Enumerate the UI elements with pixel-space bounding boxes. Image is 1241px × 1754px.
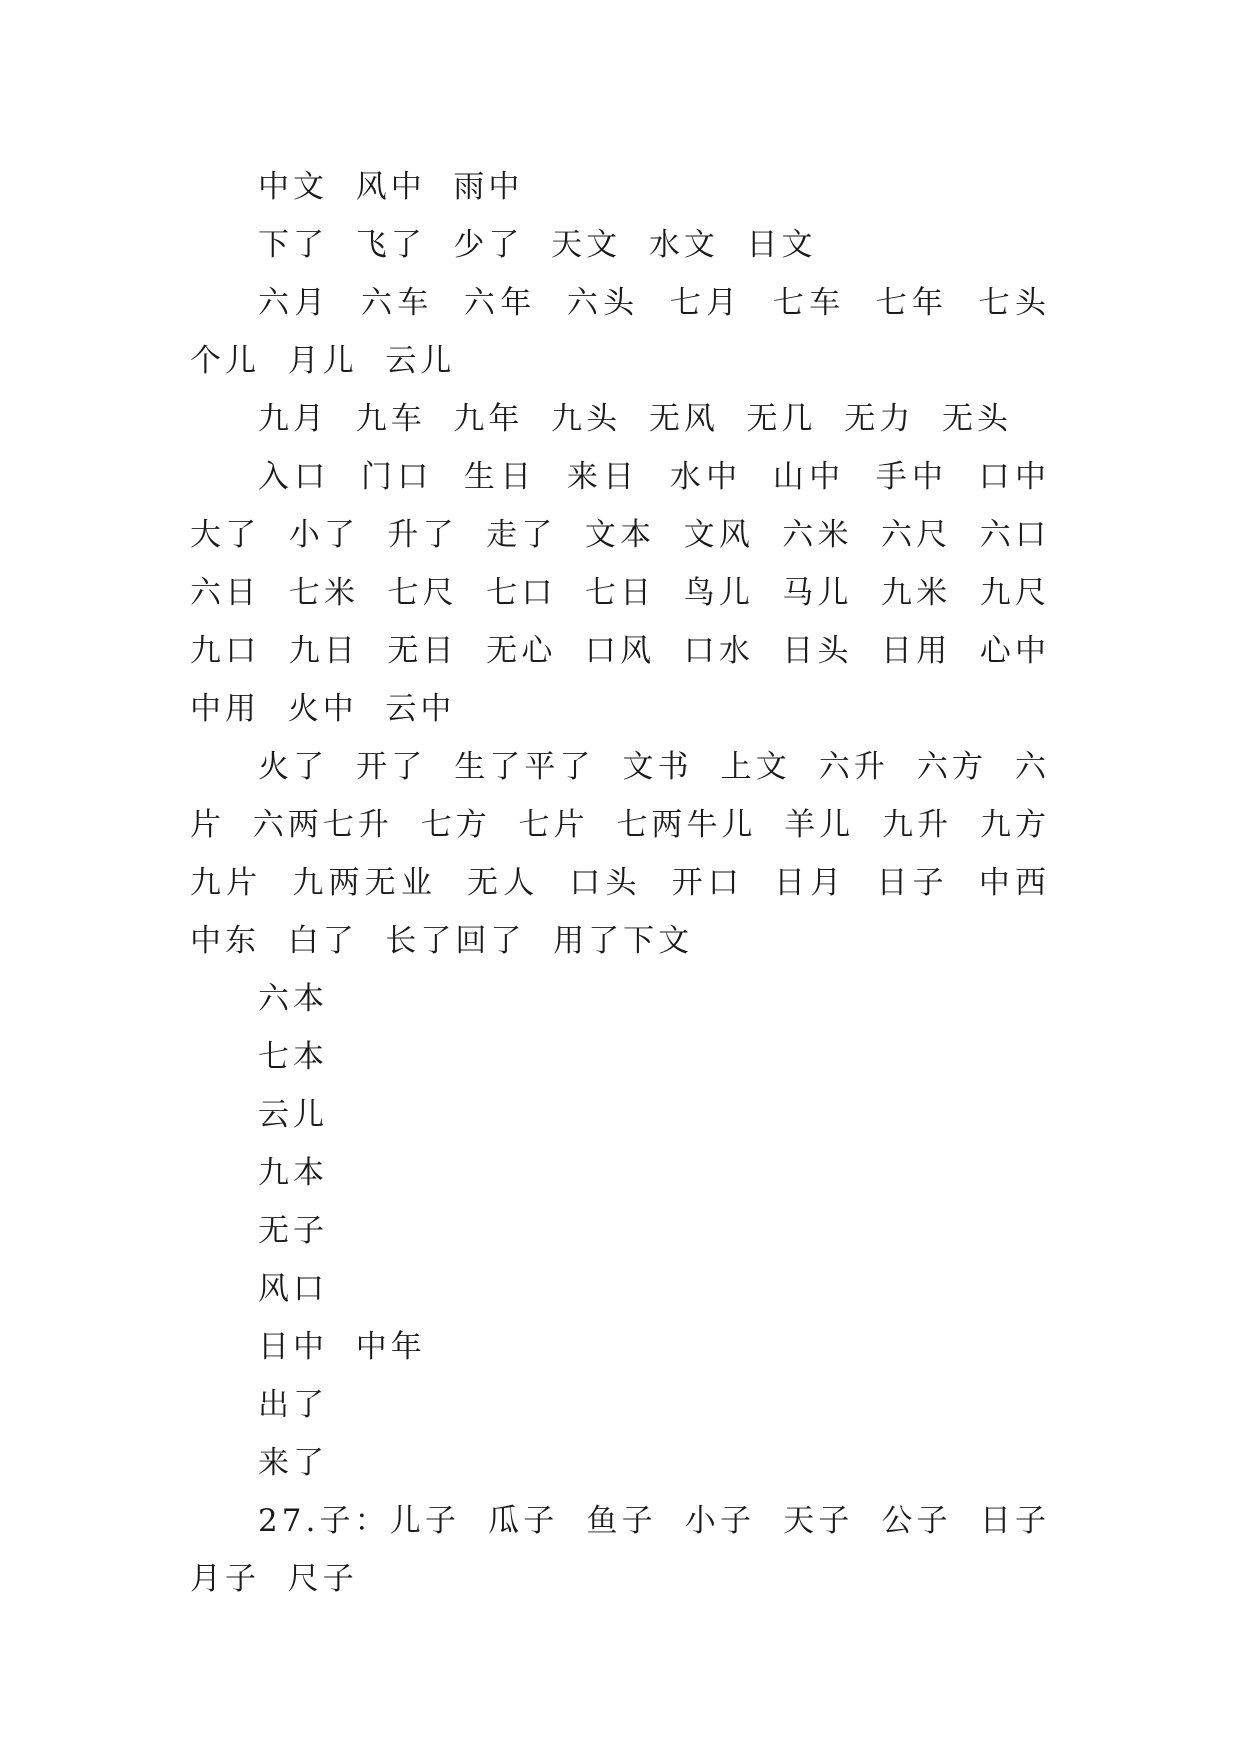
paragraph: 中文 风中 雨中 bbox=[258, 169, 524, 205]
paragraph: 入口 门口 生日 来日 水中 山中 手中 口中 大了 小了 升了 走了 文本 文风 六米 六尺 六口 六日 七米 七尺 七口 七日 鸟儿 马儿 九米 九尺 九口 九日 无日 无心 口风 口水 日头 日用 心中 中用 火中 云中 bbox=[190, 459, 1078, 727]
document-body bbox=[190, 158, 1078, 1608]
paragraph: 火了 开了 生了平了 文书 上文 六升 六方 六片 六两七升 七方 七片 七两牛儿 羊儿 九升 九方 九片 九两无业 无人 口头 开口 日月 日子 中西 中东 白了 长了回了 用了下文 bbox=[190, 749, 1078, 959]
paragraph: 出了 bbox=[258, 1387, 328, 1423]
paragraph: 风口 bbox=[258, 1271, 328, 1307]
paragraph: 27.子：儿子 瓜子 鱼子 小子 天子 公子 日子 月子 尺子 bbox=[190, 1503, 1078, 1597]
paragraph: 九月 九车 九年 九头 无风 无几 无力 无头 bbox=[258, 401, 1012, 437]
paragraph: 云儿 bbox=[258, 1097, 328, 1133]
paragraph: 下了 飞了 少了 天文 水文 日文 bbox=[258, 227, 817, 263]
paragraph: 九本 bbox=[258, 1155, 328, 1191]
paragraph: 来了 bbox=[258, 1445, 328, 1481]
paragraph: 七本 bbox=[258, 1039, 328, 1075]
paragraph: 无子 bbox=[258, 1213, 328, 1249]
paragraph: 六本 bbox=[258, 981, 328, 1017]
paragraph: 六月 六车 六年 六头 七月 七车 七年 七头 个儿 月儿 云儿 bbox=[190, 285, 1078, 379]
paragraph: 日中 中年 bbox=[258, 1329, 426, 1365]
